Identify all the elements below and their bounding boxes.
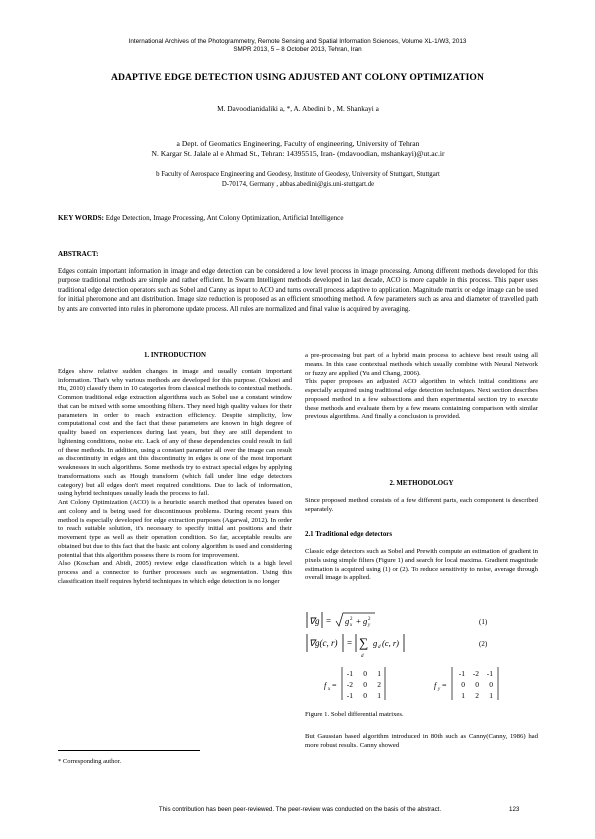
svg-text:∑: ∑ <box>359 635 369 650</box>
matrix-fy-cell: 0 <box>489 680 493 689</box>
matrix-fy-cell: 2 <box>475 691 479 700</box>
running-header-line1: International Archives of the Photogrammetry, Remote Sensing and Spatial Information Sciences, Volume XL-1/W3, 2013 <box>128 38 467 45</box>
matrix-fy-cell: 1 <box>461 691 465 700</box>
section-heading-methodology: 2. METHODOLOGY <box>389 480 454 487</box>
author-list: M. Davoodianidaliki a, *, A. Abedini b , M. Shankayi a <box>217 104 379 113</box>
matrix-fx-cell: -1 <box>346 669 353 678</box>
matrix-fx-cell: 1 <box>377 669 381 678</box>
matrix-fy-cell: -1 <box>486 669 493 678</box>
affiliation-a-line2: N. Kargar St. Jalale al e Ahmad St., Tehran: 14395515, Iran- (mdavoodian, mshankayi)@ut.ac.ir <box>151 149 445 159</box>
svg-text:d: d <box>361 654 364 659</box>
paper-title: ADAPTIVE EDGE DETECTION USING ADJUSTED ANT COLONY OPTIMIZATION <box>110 72 485 83</box>
matrix-fx-cell: 0 <box>363 669 367 678</box>
abstract-text: Edges contain important information in image and edge detection can be considered a low level process in image processing. Among different methods developed for this purpose traditional methods are simple and rather efficient. In Swarm Intelligent methods developed in last decade, ACO is more capable in this process. This paper uses traditional edge detection operators such as Sobel and Canny as input to ACO and turns overall process adaptive to application. Magnitude matrix or edge image can be used for initial pheromone and ant distribution. Image size reduction is proposed as an efficient smoothing method. A few parameters such as area and diameter of travelled path by ants are converted into rules in pheromone update process. All rules are normalized and final value is acquired by averaging. <box>58 268 538 313</box>
matrix-fy <box>459 669 494 700</box>
matrix-fx-cell: 0 <box>363 680 367 689</box>
svg-text:g: g <box>345 616 350 626</box>
page-footer: This contribution has been peer-reviewed. The peer-review was conducted on the basis of the abstract. <box>158 806 442 813</box>
page-number: 123 <box>509 806 520 813</box>
matrix-fx <box>347 669 382 700</box>
matrix-fx-cell: -1 <box>346 691 353 700</box>
intro-paragraph-2: Common traditional edge extraction algorithms such as Sobel use a constant window that can be mixed with some smoothing filters. They need high quality values for their parameters in order to reach extraction efficiency. Despite simplicity, low computational cost and the fact that these parameters are known in high degree of quality based on experiences during last years, but they are still dependent to lightening conditions, noise etc. Lack of any of these dependencies could result in fail of these methods. In addition, using a constant parameter all over the image can result as discontinuity in edges ant this discontinuity in edges is one of the most important weaknesses in such algorithms. Some methods try to extract special edges by applying transformations such as Hough transform (which fall under line edge detectors category) but all edges don't meet required conditions. Due to lack of information, using hybrid techniques usually leads the process to fail. <box>58 394 292 498</box>
intro-paragraph-4: Also (Koschan and Abidi, 2005) review edge classification which is a high level process and a connector to further processes such as segmentation. Using this classification itself requires hybrid techniques in which edge detection is no longer <box>58 560 292 585</box>
svg-text:d: d <box>378 645 381 650</box>
matrix-fy-cell: -1 <box>458 669 465 678</box>
keywords <box>58 214 538 222</box>
svg-text:g: g <box>363 616 368 626</box>
subsection-text: Classic edge detectors such as Sobel and Prewith compute an estimation of gradient in pixels using simple filters (Figure 1) and search for local maxima. Gradient magnitude estimation is acquired using (1) or (2). To reduce sensitivity to noise, average through overall image is applied. <box>305 548 538 582</box>
svg-text:2: 2 <box>368 617 371 622</box>
right-paragraph-2: This paper proposes an adjusted ACO algorithm in which initial conditions are especially acquired using traditional edge detection techniques. Next section describes proposed method in a few subsections and then experimental section try to execute these methods and evaluate them by a few means containing comparison with similar previous algorithms. And finally a conclusion is provided. <box>305 378 538 421</box>
svg-text:2: 2 <box>350 617 353 622</box>
right-paragraph-1: a pre-processing but part of a hybrid main process to achieve best result using all means. In this case contextual methods which usually combine with Neural Network or fuzzy are applied (Yu and Chang, 2006). <box>305 352 538 377</box>
equation-2 <box>307 634 404 659</box>
figure-1-caption: Figure 1. Sobel differential matrixes. <box>305 711 404 718</box>
subsection-heading-traditional: 2.1 Traditional edge detectors <box>305 531 393 538</box>
right-final-paragraph: But Gaussian based algorithm introduced in 80th such as Canny(Canny, 1986) had more robust results. Canny showed <box>305 733 538 749</box>
svg-text:f: f <box>324 681 327 690</box>
keywords-label: KEY WORDS: <box>58 214 104 222</box>
section-heading-introduction: 1. INTRODUCTION <box>143 352 207 359</box>
matrix-fy-cell: 0 <box>475 680 479 689</box>
svg-text:g: g <box>373 638 378 648</box>
svg-text:=: = <box>347 638 353 648</box>
matrix-fx-cell: 1 <box>377 691 381 700</box>
affiliation-b-line2: D-70174, Germany , abbas.abedini@gis.uni-stuttgart.de <box>221 180 375 188</box>
equation-2-number: (2) <box>479 640 488 648</box>
matrix-fx-cell: -2 <box>346 680 353 689</box>
right-column-top <box>305 352 538 422</box>
keywords-text: Edge Detection, Image Processing, Ant Colony Optimization, Artificial Intelligence <box>105 214 344 222</box>
footnote: * Corresponding author. <box>58 758 122 765</box>
svg-text:x: x <box>350 623 353 628</box>
running-header-line2: SMPR 2013, 5 – 8 October 2013, Tehran, Iran <box>233 46 362 53</box>
left-column <box>58 352 292 587</box>
affiliation-a <box>58 139 538 159</box>
equation-1-number: (1) <box>479 618 488 626</box>
matrix-fy-cell: -2 <box>472 669 479 678</box>
intro-paragraph-3: Ant Colony Optimization (ACO) is a heuristic search method that operates based on ant colony and is being used for discontinuous problems. During recent years this method is especially developed for edge extraction purposes (Agarwal, 2012). In order to reach suitable solution, it's necessary to specify initial ant positions and their movement type as well as their operation condition. So far, acceptable results are obtained but due to this fact that the basic ant colony algorithm is used and considering potential that this algorithm possess there is room for improvement. <box>58 499 292 559</box>
svg-text:y: y <box>438 687 441 692</box>
svg-text:=: = <box>332 681 337 690</box>
gradient-equations <box>305 610 538 660</box>
sobel-matrices <box>320 663 535 705</box>
matrix-fy-cell: 0 <box>461 680 465 689</box>
intro-paragraph-1: Edges show relative sudden changes in image and usually contain important information. That's why various methods are developed for this purpose. (Oskoei and Hu, 2010) classify them in 10 categories from classical methods to contextual methods. <box>58 367 293 393</box>
svg-text:f: f <box>434 681 437 690</box>
abstract-heading: ABSTRACT: <box>58 250 99 258</box>
affiliation-a-line1: a Dept. of Geomatics Engineering, Faculty of engineering, University of Tehran <box>176 139 420 148</box>
footnote-separator <box>58 750 200 751</box>
svg-text:=: = <box>442 681 447 690</box>
svg-text:∇g(c, r): ∇g(c, r) <box>309 638 338 648</box>
svg-text:+: + <box>356 616 361 626</box>
affiliation-b-line1: b Faculty of Aerospace Engineering and Geodesy, Institute of Geodesy, University of Stuttgart, Stuttgart <box>156 171 440 178</box>
affiliation-b <box>58 170 538 189</box>
matrix-fy-cell: 1 <box>489 691 493 700</box>
svg-text:(c, r): (c, r) <box>382 638 399 648</box>
matrix-fx-cell: 0 <box>363 691 367 700</box>
matrix-fx-cell: 2 <box>377 680 381 689</box>
svg-text:=: = <box>326 616 332 626</box>
equation-1 <box>307 612 375 628</box>
svg-text:y: y <box>368 623 371 628</box>
svg-text:x: x <box>328 687 331 692</box>
methodology-text: Since proposed method consists of a few different parts, each component is described separately. <box>305 497 538 513</box>
svg-text:∇g: ∇g <box>309 616 320 626</box>
